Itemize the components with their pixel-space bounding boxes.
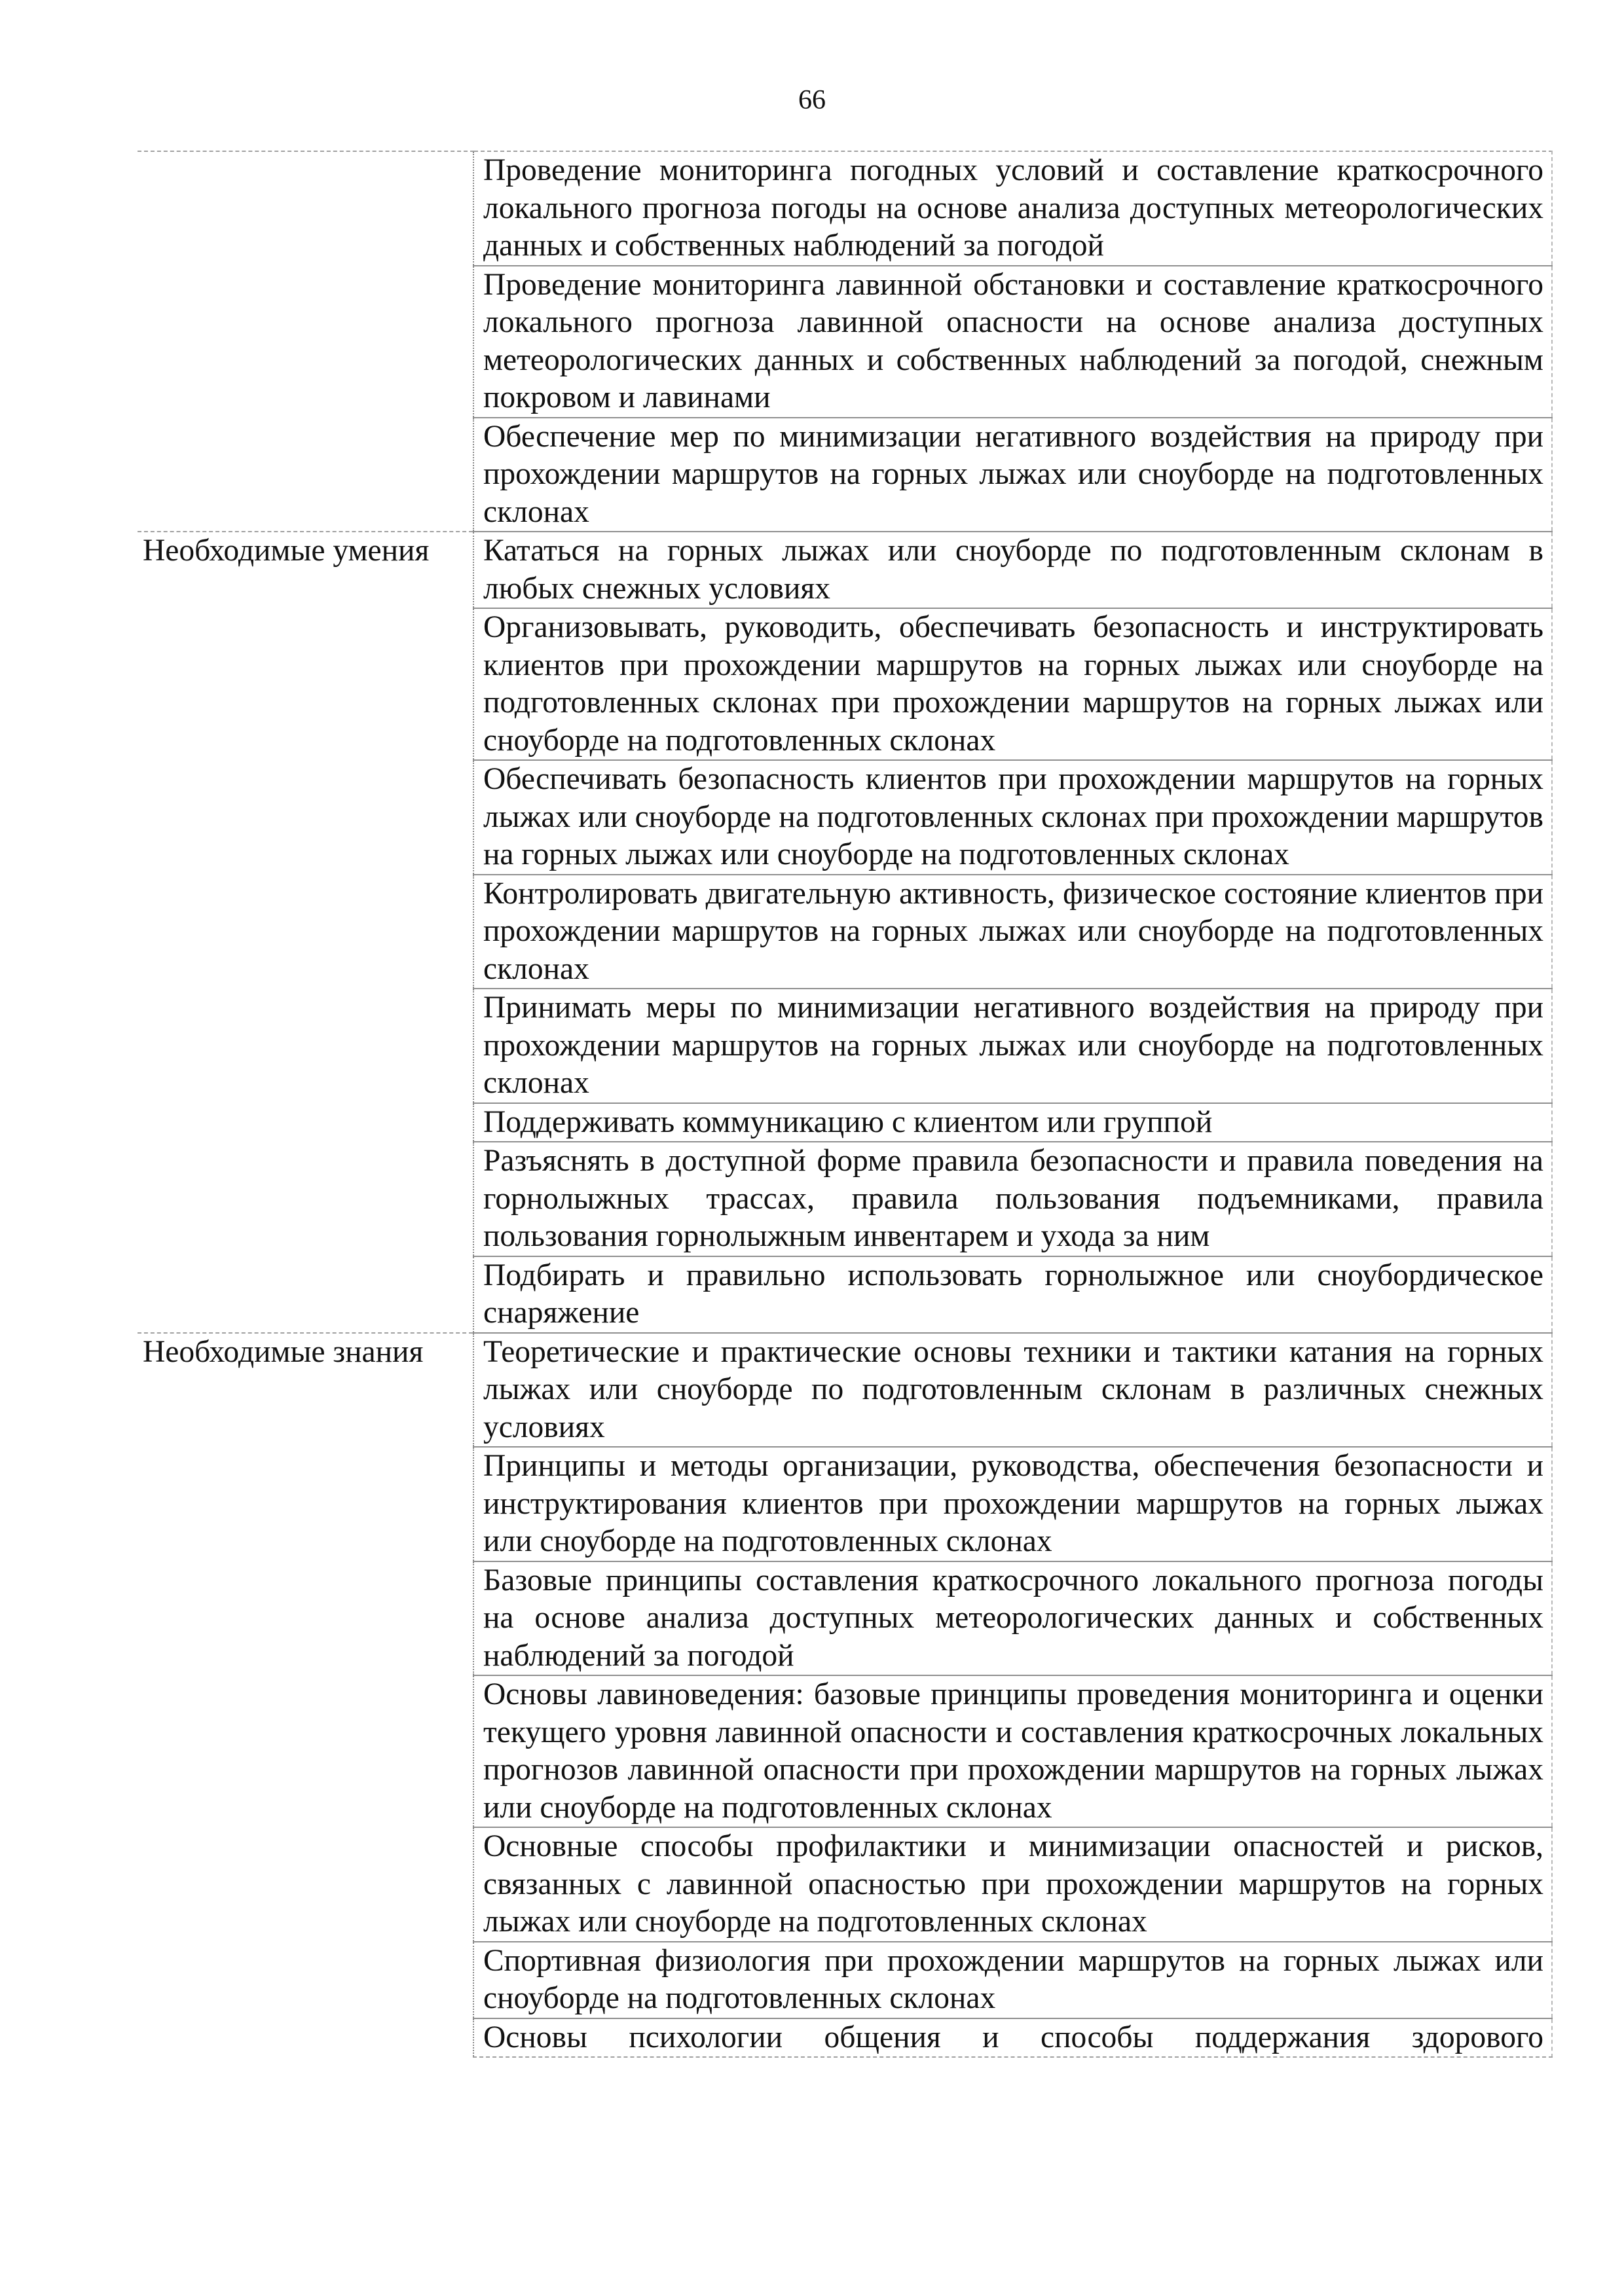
skills-label: Необходимые умения xyxy=(138,532,473,1333)
table-cell: Основы лавиноведения: базовые принципы проведения мониторинга и оценки текущего уровня лавинной опасности и составления краткосрочных локальных прогнозов лавинной опасности при прохождении маршрутов на горных лыжах или сноуборде на подготовленных склонах xyxy=(473,1675,1552,1827)
table-cell: Спортивная физиология при прохождении маршрутов на горных лыжах или сноуборде на подготовленных склонах xyxy=(473,1942,1552,2018)
table-cell: Проведение мониторинга лавинной обстановки и составление краткосрочного локального прогноза лавинной опасности на основе анализа доступных метеорологических данных и собственных наблюдений за погодой, снежным покровом и лавинами xyxy=(473,266,1552,418)
knowledge-label: Необходимые знания xyxy=(138,1333,473,2058)
table-cell: Организовывать, руководить, обеспечивать безопасность и инструктировать клиентов при прохождении маршрутов на горных лыжах или сноуборде на подготовленных склонах при прохождении маршрутов на горных лыжах или сноуборде на подготовленных склонах xyxy=(473,608,1552,760)
table-cell: Основные способы профилактики и минимизации опасностей и рисков, связанных с лавинной опасностью при прохождении маршрутов на горных лыжах или сноуборде на подготовленных склонах xyxy=(473,1827,1552,1942)
table-cell: Разъяснять в доступной форме правила безопасности и правила поведения на горнолыжных трассах, правила пользования подъемниками, правила пользования горнолыжным инвентарем и ухода за ним xyxy=(473,1142,1552,1256)
table-cell: Поддерживать коммуникацию с клиентом или группой xyxy=(473,1103,1552,1142)
table-cell: Базовые принципы составления краткосрочного локального прогноза погоды на основе анализа доступных метеорологических данных и собственных наблюдений за погодой xyxy=(473,1561,1552,1676)
table-row xyxy=(138,1333,1552,1448)
group-label-cell xyxy=(138,151,473,532)
table-cell: Контролировать двигательную активность, физическое состояние клиентов при прохождении маршрутов на горных лыжах или сноуборде на подготовленных склонах xyxy=(473,875,1552,989)
table-cell: Подбирать и правильно использовать горнолыжное или сноубордическое снаряжение xyxy=(473,1256,1552,1333)
table-cell: Кататься на горных лыжах или сноуборде по подготовленным склонам в любых снежных условиях xyxy=(473,532,1552,608)
table-row xyxy=(138,532,1552,608)
page-number: 66 xyxy=(798,85,826,115)
table-cell: Принимать меры по минимизации негативного воздействия на природу при прохождении маршрутов на горных лыжах или сноуборде на подготовленных склонах xyxy=(473,989,1552,1103)
table-cell: Принципы и методы организации, руководства, обеспечения безопасности и инструктирования клиентов при прохождении маршрутов на горных лыжах или сноуборде на подготовленных склонах xyxy=(473,1447,1552,1561)
table-cell: Проведение мониторинга погодных условий и составление краткосрочного локального прогноза погоды на основе анализа доступных метеорологических данных и собственных наблюдений за погодой xyxy=(473,151,1552,266)
table-cell: Обеспечение мер по минимизации негативного воздействия на природу при прохождении маршрутов на горных лыжах или сноуборде на подготовленных склонах xyxy=(473,418,1552,532)
competency-table xyxy=(138,151,1553,2058)
table-cell: Теоретические и практические основы техники и тактики катания на горных лыжах или сноуборде по подготовленным склонам в различных снежных условиях xyxy=(473,1333,1552,1448)
table-row xyxy=(138,151,1552,266)
table-cell: Обеспечивать безопасность клиентов при прохождении маршрутов на горных лыжах или сноуборде на подготовленных склонах при прохождении маршрутов на горных лыжах или сноуборде на подготовленных склонах xyxy=(473,760,1552,875)
table-cell: Основы психологии общения и способы поддержания здорового xyxy=(473,2018,1552,2058)
